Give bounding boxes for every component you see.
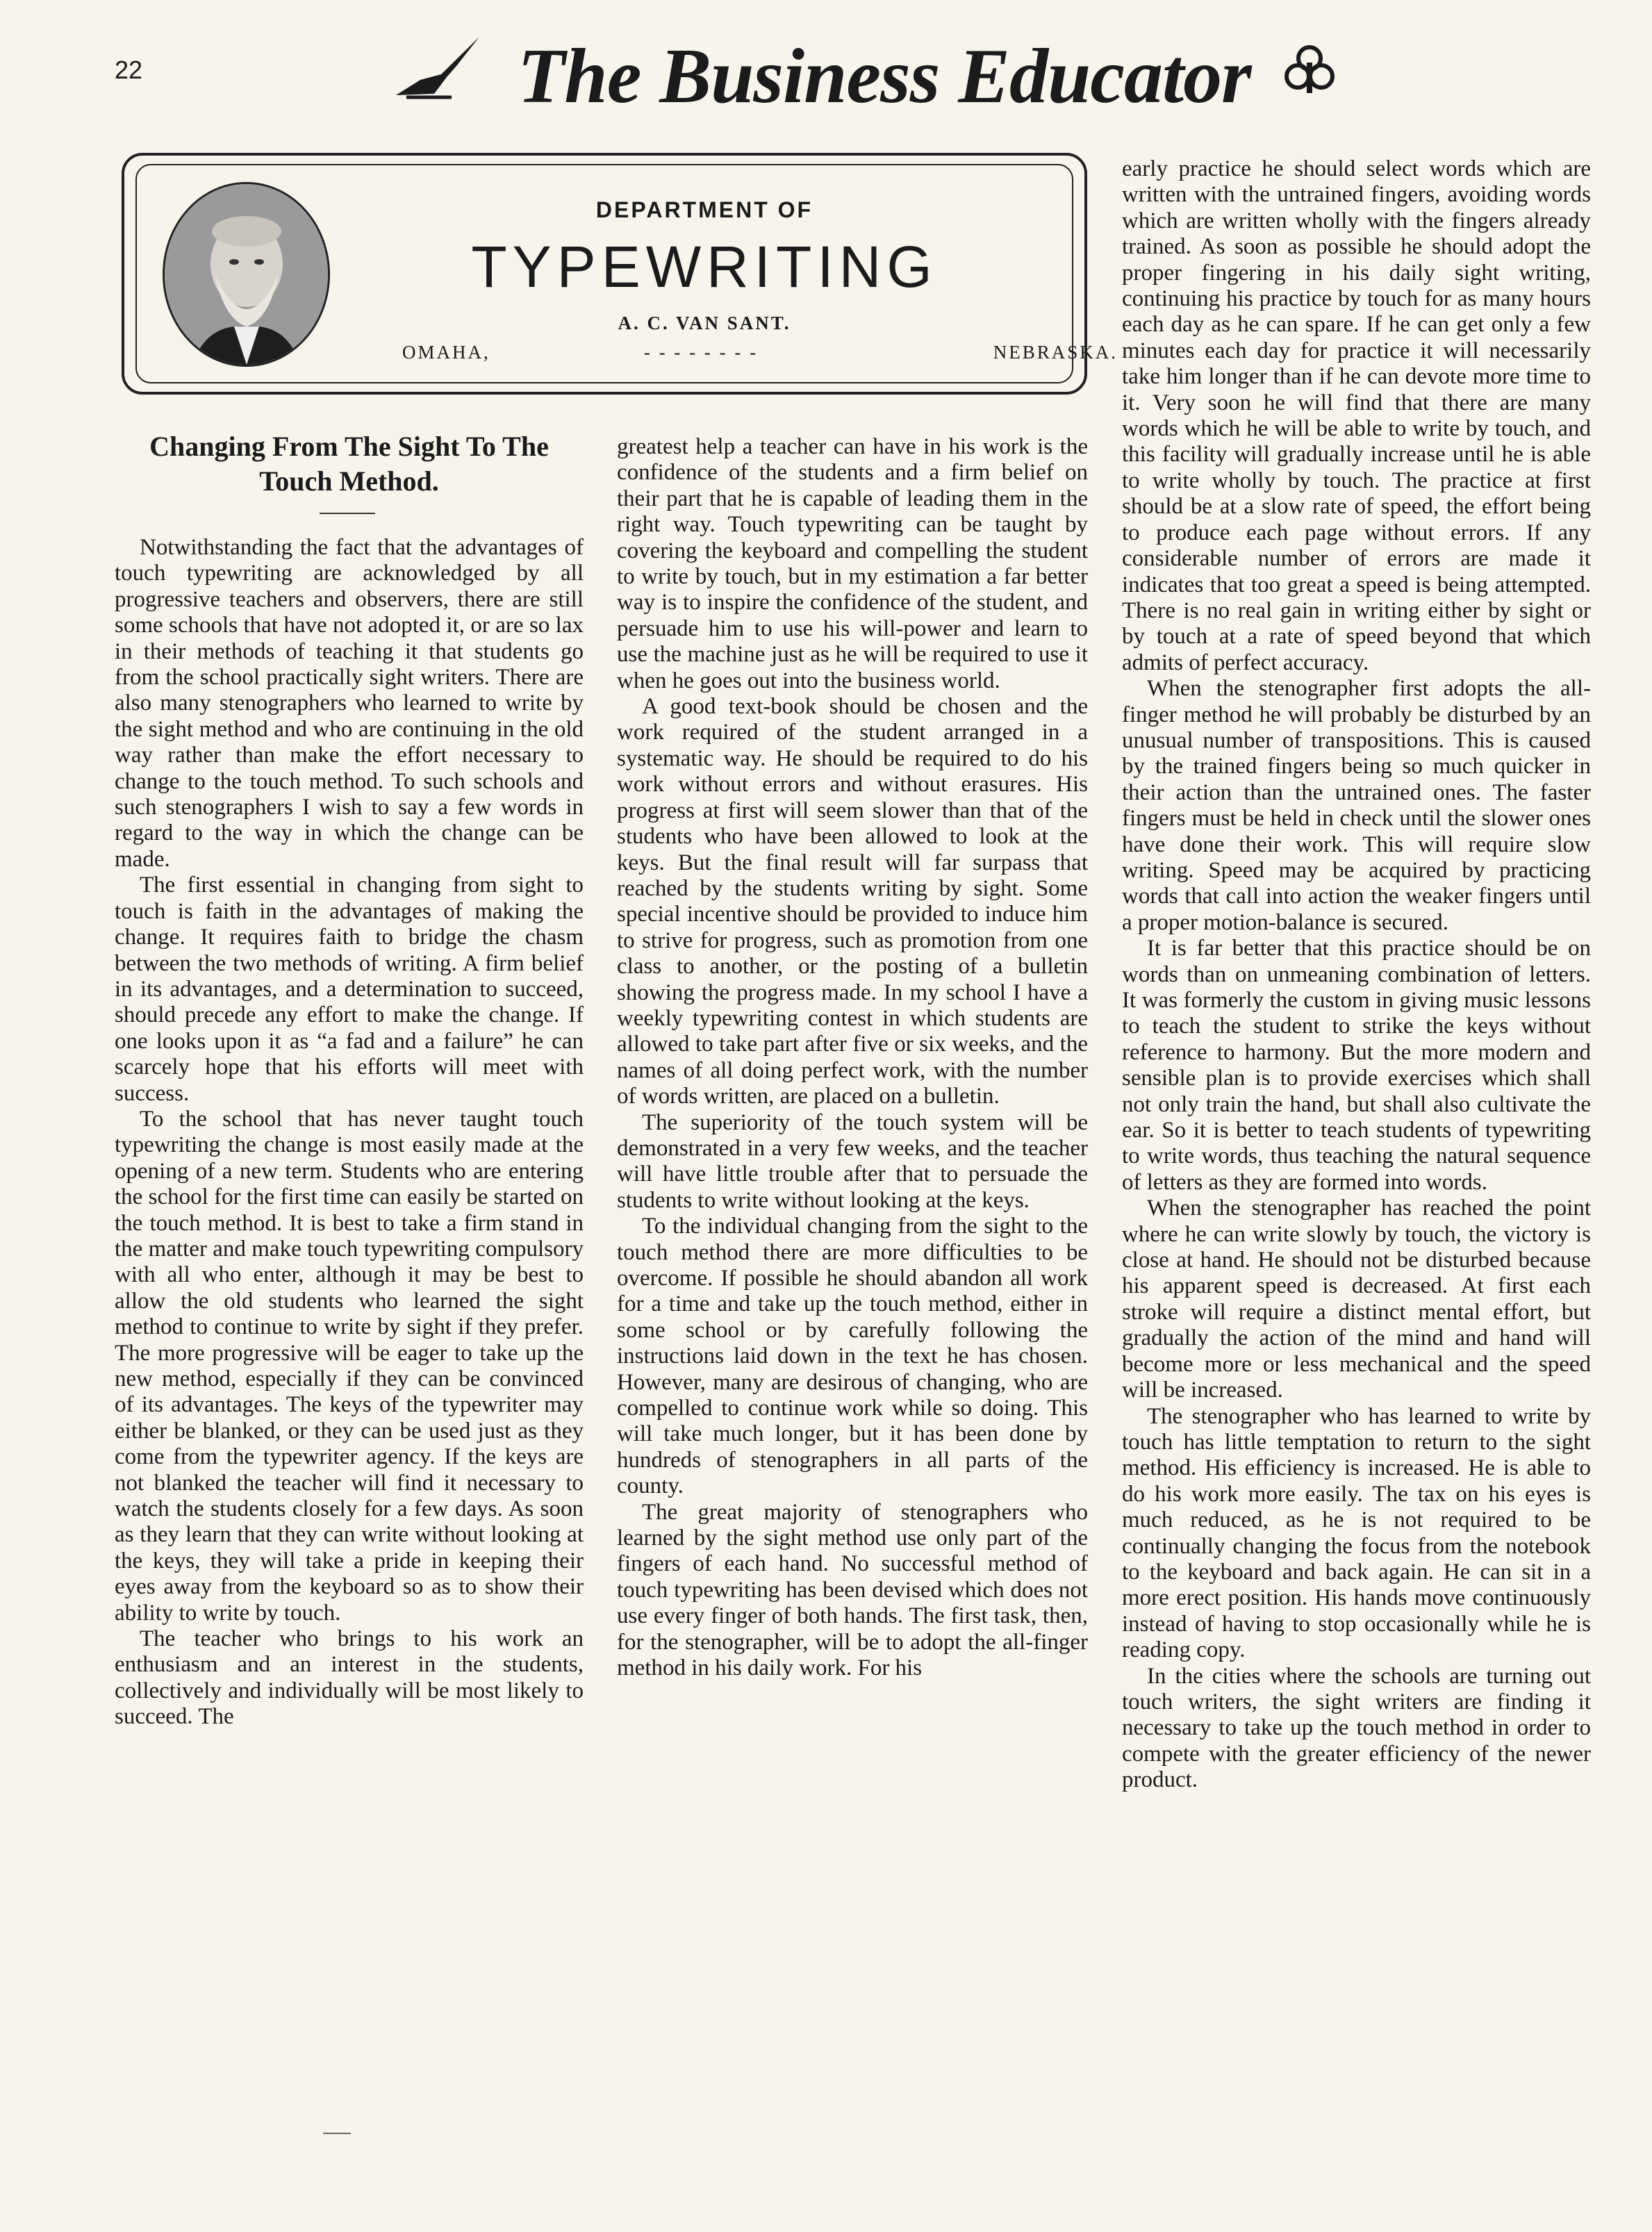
paragraph: early practice he should select words which are written with the untrained fingers, avoiding words which are written wholly with the fingers already trained. As soon as possible he should adopt the proper fingering in his daily sight writing, continuing his practice by touch for as many hours each day as he can spare. If he can get only a few minutes each day for practice it will necessarily take him longer than if he can devote more time to it. Very soon he will find that there are many words which he will be able to write by touch, and this facility will gradually increase until he is able to write wholly by touch. The practice at first should be at a slow rate of speed, the effort being to produce each page without errors. If any considerable number of errors are made it indicates that too great a speed is being attempted. There is no real gain in writing either by sight or by touch at a rate of speed beyond that which admits of perfect accuracy. [1122,156,1591,675]
article-title: Changing From The Sight To The Touch Method. [149,431,549,497]
column-end-rule [323,2133,351,2134]
paragraph: The superiority of the touch system will be demonstrated in a very few weeks, and the teacher will have little trouble after that to persuade the students to write without looking at the keys. [617,1109,1088,1213]
paragraph: In the cities where the schools are turning out touch writers, the sight writers are finding it necessary to take up the touch method in order to compete with the greater efficiency of the newer product. [1122,1663,1591,1793]
page-number: 22 [115,56,143,84]
department-dashes: - - - - - - - - [643,342,759,363]
heading-divider [320,513,375,514]
paragraph: To the school that has never taught touch typewriting the change is most easily made at the opening of a new term. Students who are entering the school for the first time can easily be started on the touch method. It is best to take a firm stand in the matter and make touch typewriting compulsory with all who enter, although it may be best to allow the old students who learned the sight method to continue to write by sight if they prefer. The more progressive will be eager to take up the new method, especially if they can be convinced of its advantages. The keys of the typewriter may either be blanked, or they can be used just as they come from the typewriter agency. If the keys are not blanked the teacher will find it necessary to watch the students closely for a few days. As soon as they learn that they can write without looking at the keys, they will take a pride in keeping their eyes away from the keyboard so as to show their ability to write by touch. [115,1106,584,1626]
paragraph: The stenographer who has learned to write by touch has little temptation to return to the sight method. His efficiency is increased. He is able to do his work more easily. The tax on his eyes is much reduced, as he is not required to be continually changing the focus from the notebook to the keyboard and back again. He can sit in a more erect position. His hands move continuously instead of having to stop occasionally while he is reading copy. [1122,1403,1591,1663]
article-column-2 [617,434,1088,1682]
department-banner [122,153,1118,395]
paragraph: It is far better that this practice should be on words than on unmeaning combination of letters. It was formerly the custom in giving music lessons to teach the student to strike the keys without reference to harmony. But the more modern and sensible plan is to provide exercises which shall not only train the hand, but shall also cultivate the ear. So it is better to teach students of typewriting to write words, thus teaching the natural sequence of letters as they are formed into words. [1122,936,1591,1195]
department-label: DEPARTMENT OF [595,197,813,222]
masthead-title: The Business Educator [518,33,1251,119]
trefoil-emblem-icon [1282,42,1337,97]
paragraph: When the stenographer has reached the point where he can write slowly by touch, the victory is close at hand. He should not be disturbed because his apparent speed is decreased. At first each stroke will require a distinct mental effort, but gradually the action of the mind and hand will become more or less mechanical and the speed will be increased. [1122,1196,1591,1403]
article-column-1 [115,535,584,1730]
portrait-illustration [165,184,328,365]
paragraph: Notwithstanding the fact that the advantages of touch typewriting are acknowledged by all progressive teachers and observers, there are still some schools that have not adopted it, or are so lax in their methods of teaching it that students go from the school practically sight writers. There are also many stenographers who learned to write by the sight method and who are continuing in the old way rather than make the effort necessary to change to the touch method. To such schools and such stenographers I wish to say a few words in regard to the way in which the change can be made. [115,535,584,872]
department-name: TYPEWRITING [471,234,938,299]
paragraph: The first essential in changing from sight to touch is faith in the advantages of making the change. It requires faith to bridge the chasm between the two methods of writing. A firm belief in its advantages, and a determination to succeed, should precede any effort to make the change. If one looks upon it as “a fad and a failure” he can scarcely hope that his efforts will meet with success. [115,873,584,1106]
paragraph: The teacher who brings to his work an enthusiasm and an interest in the students, collectively and individually will be most likely to succeed. The [115,1626,584,1730]
paragraph: To the individual changing from the sight to the touch method there are more difficulties to be overcome. If possible he should abandon all work for a time and take up the touch method, either in some school or by carefully following the instructions laid down in the text he has chosen. However, many are desirous of changing, who are compelled to continue work while so doing. This will take much longer, but it has been done by hundreds of stenographers in all parts of the county. [617,1214,1088,1499]
department-author: A. C. VAN SANT. [618,313,791,333]
department-state: NEBRASKA. [993,342,1118,363]
article-column-3 [1122,156,1591,1794]
paragraph: greatest help a teacher can have in his work is the confidence of the students and a firm belief on their part that he is capable of leading them in the right way. Touch typewriting can be taught by covering the keyboard and compelling the student to write by touch, but in my estimation a far better way is to inspire the confidence of the student, and persuade him to use his will-power and learn to use the machine just as he will be required to use it when he goes out into the business world. [617,434,1088,693]
paragraph: When the stenographer first adopts the all-finger method he will probably be disturbed by an unusual number of transpositions. This is caused by the trained fingers being so much quicker in their action than the untrained ones. The faster fingers must be held in check until the slower ones have done their work. This will require slow writing. Speed may be acquired by practicing words that call into action the weaker fingers until a proper motion-balance is secured. [1122,676,1591,935]
quill-bird-icon [393,31,483,101]
author-portrait [163,182,330,367]
paragraph: A good text-book should be chosen and the work required of the student arranged in a systematic way. He should be required to do his work without errors and without erasures. His progress at first will seem slower than that of the students who have been allowed to look at the keys. But the final result will far surpass that reached by the students writing by sight. Some special incentive should be provided to induce him to strive for progress, such as promotion from one class to another, or the posting of a bulletin showing the progress made. In my school I have a weekly typewriting contest in which students are allowed to take part after five or six weeks, and the names of all doing perfect work, with the number of words written, are placed on a bulletin. [617,694,1088,1109]
department-city: OMAHA, [402,342,490,363]
paragraph: The great majority of stenographers who learned by the sight method use only part of the fingers of each hand. No successful method of touch typewriting has been devised which does not use every finger of both hands. The first task, then, for the stenographer, will be to adopt the all-finger method in his daily work. For his [617,1499,1088,1681]
